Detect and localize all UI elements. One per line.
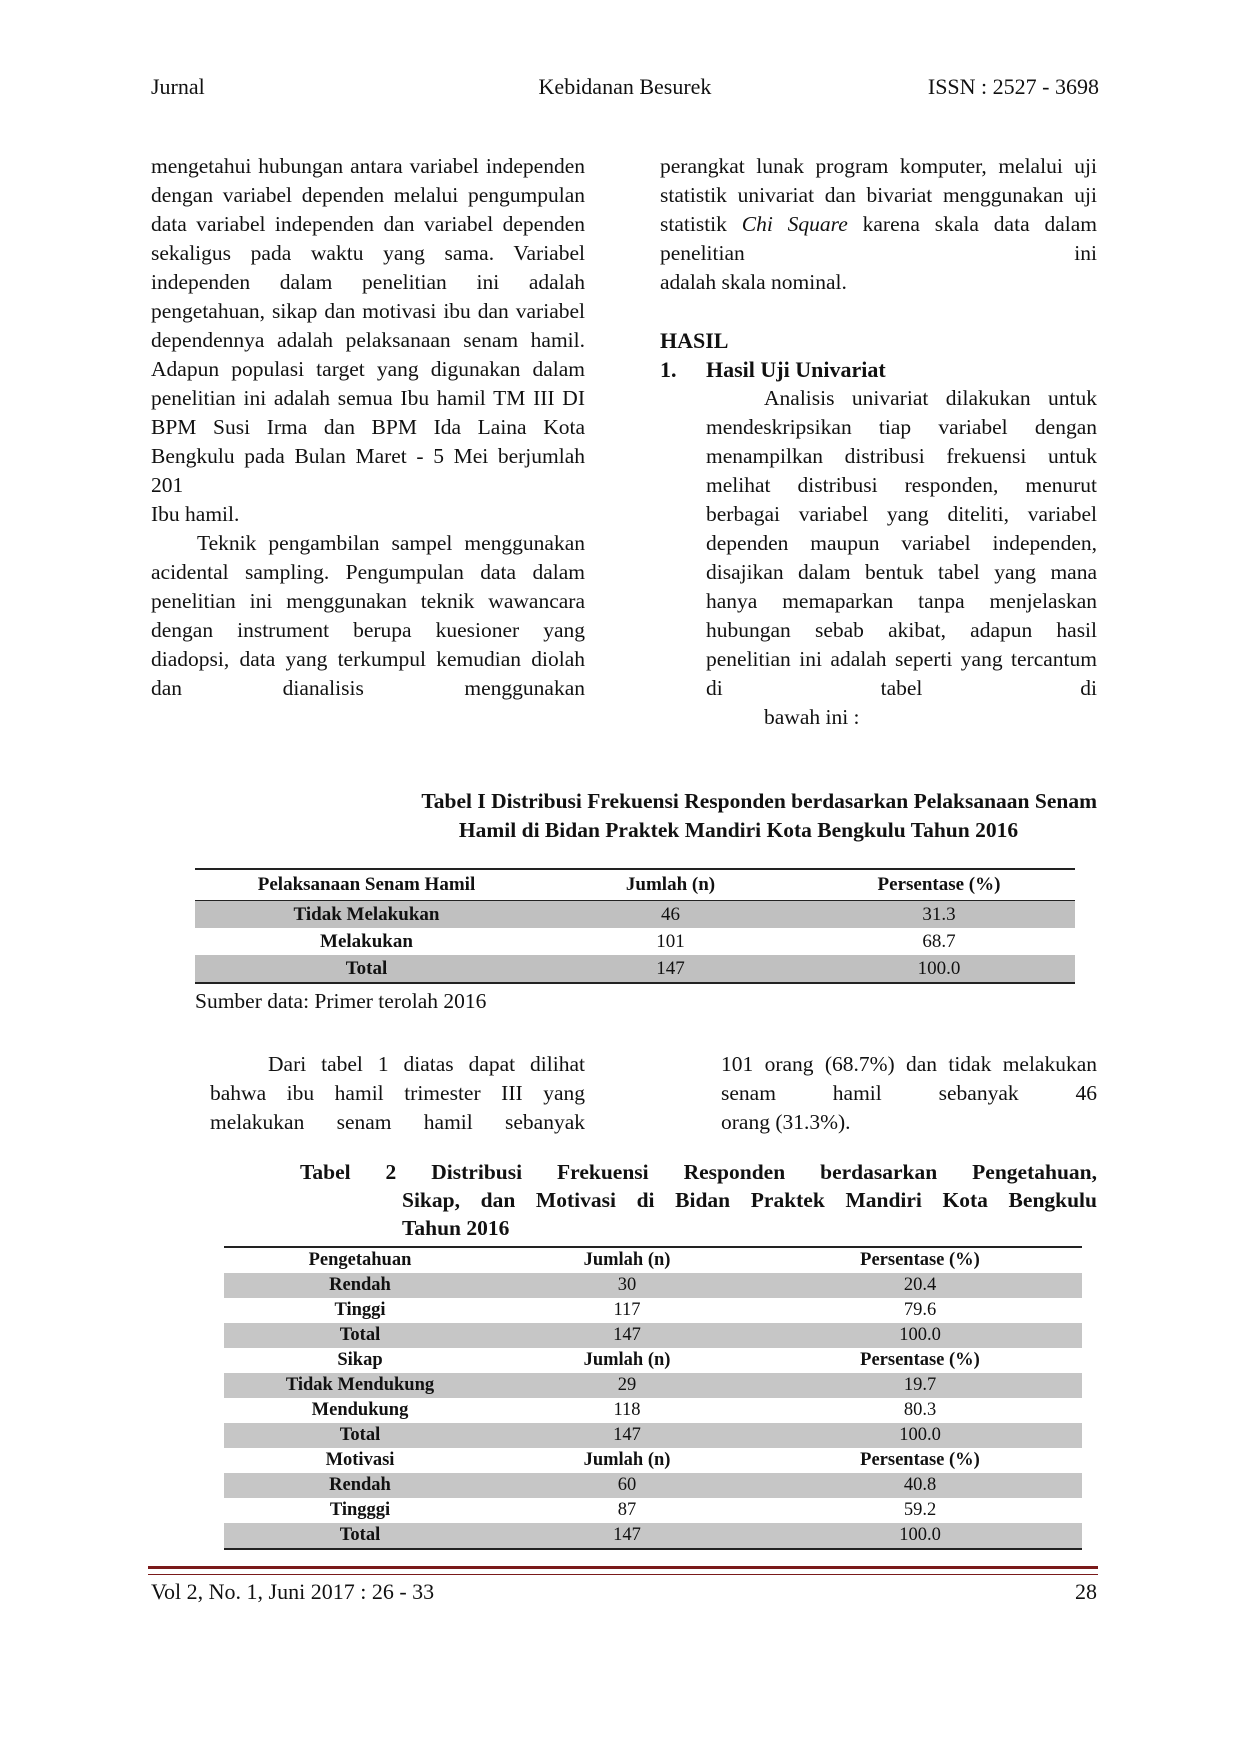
table-row bbox=[224, 1473, 1082, 1498]
table-row bbox=[195, 901, 1075, 929]
text-line: pengetahuan, sikap dan motivasi ibu dan bbox=[151, 299, 509, 323]
univariate-paragraph bbox=[706, 384, 1097, 732]
table-row bbox=[224, 1423, 1082, 1448]
row-label: Total bbox=[224, 1423, 496, 1448]
subsection-number: 1. bbox=[660, 357, 677, 382]
text-line: yang diteliti, variabel dependen bbox=[706, 502, 1097, 555]
row-label: Mendukung bbox=[311, 1400, 409, 1420]
footer-rule-thin bbox=[148, 1574, 1098, 1575]
text-line: seperti yang tercantum di tabel di bbox=[706, 647, 1098, 700]
column-header: Persentase (%) bbox=[860, 1250, 980, 1270]
table-cell: 118 bbox=[613, 1400, 641, 1420]
text-line: melalui uji statistik univariat dan bivariat bbox=[660, 154, 1097, 207]
text-line: Pengumpulan data dalam penelitian ini bbox=[151, 560, 585, 613]
table-cell: 100.0 bbox=[758, 1523, 1082, 1549]
row-label: Melakukan bbox=[320, 930, 413, 952]
table-row bbox=[224, 1323, 1082, 1348]
table-cell: 40.8 bbox=[758, 1473, 1082, 1498]
sampling-paragraph bbox=[151, 529, 585, 703]
subsection-heading bbox=[660, 355, 1097, 384]
row-label: Tidak Mendukung bbox=[224, 1373, 496, 1398]
table-cell: 80.3 bbox=[903, 1400, 937, 1420]
row-label: Total bbox=[224, 1323, 496, 1348]
text-line: melakukan senam hamil sebanyak bbox=[210, 1110, 585, 1134]
column-header: Jumlah (n) bbox=[538, 869, 803, 901]
table-cell: 31.3 bbox=[803, 901, 1075, 929]
table-row bbox=[224, 1523, 1082, 1549]
text-line: Analisis univariat dilakukan bbox=[764, 386, 1031, 410]
table-cell: 60 bbox=[496, 1473, 758, 1498]
table-row bbox=[224, 1498, 1082, 1523]
text-line: sekaligus pada waktu yang sama. Variabel bbox=[151, 241, 585, 265]
journal-label: Jurnal bbox=[151, 74, 205, 99]
text-line: independen dan variabel dependen bbox=[274, 212, 585, 236]
caption-line: Hamil di Bidan Praktek Mandiri Kota Bengkulu Tahun 2016 bbox=[458, 818, 1019, 842]
text-line: karena skala data dalam penelitian ini bbox=[660, 212, 1097, 265]
table1 bbox=[195, 868, 1075, 984]
section-heading: HASIL bbox=[660, 328, 729, 353]
mid-right-text bbox=[721, 1050, 1097, 1137]
right-column bbox=[660, 152, 1097, 732]
group-header: Pengetahuan bbox=[308, 1250, 412, 1270]
journal-name: Kebidanan Besurek bbox=[538, 74, 712, 99]
text-line: adapun hasil penelitian ini adalah bbox=[706, 618, 1098, 671]
text-line: bahwa ibu hamil trimester III yang bbox=[210, 1081, 585, 1105]
text-line: dengan menampilkan distribusi bbox=[706, 415, 1097, 468]
table-row bbox=[195, 928, 1075, 955]
table-cell: 46 bbox=[538, 901, 803, 929]
row-label: Total bbox=[224, 1523, 496, 1549]
row-label: Rendah bbox=[224, 1473, 496, 1498]
text-line: adalah skala nominal. bbox=[660, 270, 847, 294]
group-header-row bbox=[224, 1247, 1082, 1273]
table-header-row bbox=[195, 869, 1075, 901]
footer-rule bbox=[148, 1566, 1098, 1569]
row-label: Rendah bbox=[224, 1273, 496, 1298]
table-cell: 68.7 bbox=[922, 930, 956, 952]
table-cell: 101 bbox=[656, 930, 685, 952]
text-line: bawah ini : bbox=[764, 705, 860, 729]
left-column bbox=[151, 152, 585, 703]
result-paragraph-continued bbox=[721, 1050, 1097, 1137]
group-header-row bbox=[224, 1448, 1082, 1473]
chi-square-term: Chi Square bbox=[741, 212, 848, 236]
text-line: melakukan senam hamil sebanyak 46 bbox=[721, 1052, 1098, 1105]
text-line: maupun variabel independen, bbox=[810, 531, 1097, 555]
text-line: 101 orang (68.7%) dan tidak bbox=[721, 1052, 992, 1076]
text-line: mana hanya memaparkan tanpa bbox=[706, 560, 1097, 613]
group-header: Sikap bbox=[337, 1350, 383, 1370]
row-label: Tidak Melakukan bbox=[195, 901, 538, 929]
text-line: menggunakan teknik wawancara dengan bbox=[151, 589, 585, 642]
text-line: independen dengan variabel dependen bbox=[151, 154, 585, 207]
table-cell: 100.0 bbox=[758, 1323, 1082, 1348]
text-line: frekuensi untuk melihat distribusi bbox=[706, 444, 1097, 497]
table-cell: 147 bbox=[496, 1423, 758, 1448]
table-cell: 29 bbox=[496, 1373, 758, 1398]
caption-line: Tabel I Distribusi Frekuensi Responden berdasarkan Pelaksanaan Senam bbox=[421, 789, 1097, 813]
text-line: diadopsi, data yang terkumpul kemudian bbox=[151, 647, 521, 671]
column-header: Pelaksanaan Senam Hamil bbox=[195, 869, 538, 901]
column-header: Persentase (%) bbox=[860, 1450, 980, 1470]
text-line: Dari tabel 1 diatas dapat dilihat bbox=[268, 1052, 585, 1076]
issn: ISSN : 2527 - 3698 bbox=[927, 74, 1099, 99]
row-label: Tingggi bbox=[329, 1500, 391, 1520]
table-cell: 117 bbox=[613, 1300, 641, 1320]
text-line: semua Ibu hamil TM III DI BPM Susi bbox=[151, 386, 585, 439]
table2 bbox=[224, 1246, 1082, 1550]
text-line: pada Bulan Maret - 5 Mei berjumlah 201 bbox=[151, 444, 585, 497]
caption-line: Tabel 2 Distribusi Frekuensi Responden berdasarkan Pengetahuan, bbox=[300, 1160, 1097, 1184]
table-cell: 147 bbox=[496, 1523, 758, 1549]
subsection-title: Hasil Uji Univariat bbox=[706, 357, 886, 382]
table-cell: 87 bbox=[617, 1500, 637, 1520]
table-cell: 147 bbox=[538, 955, 803, 983]
table1-caption bbox=[300, 787, 1097, 845]
table-cell: 147 bbox=[496, 1323, 758, 1348]
column-header: Jumlah (n) bbox=[583, 1450, 671, 1470]
text-line: orang (31.3%). bbox=[721, 1110, 851, 1134]
text-line: diolah dan dianalisis menggunakan bbox=[151, 647, 585, 700]
column-header: Jumlah (n) bbox=[583, 1350, 671, 1370]
running-header bbox=[151, 74, 1099, 106]
running-footer bbox=[151, 1579, 1097, 1605]
table-cell: 20.4 bbox=[758, 1273, 1082, 1298]
table-row bbox=[224, 1298, 1082, 1323]
text-line: menggunakan uji statistik bbox=[660, 183, 1097, 236]
table-cell: 59.2 bbox=[903, 1500, 937, 1520]
table-cell: 79.6 bbox=[903, 1300, 937, 1320]
text-line: perangkat lunak program komputer, bbox=[660, 154, 987, 178]
result-paragraph bbox=[210, 1050, 585, 1137]
text-line: melalui pengumpulan data variabel bbox=[151, 183, 586, 236]
text-line: disajikan dalam bentuk tabel yang bbox=[706, 560, 1036, 584]
table-cell: 19.7 bbox=[758, 1373, 1082, 1398]
group-header-row bbox=[224, 1348, 1082, 1373]
table-cell: 100.0 bbox=[803, 955, 1075, 983]
row-label: Total bbox=[195, 955, 538, 983]
table2-caption bbox=[300, 1158, 1097, 1242]
table-cell: 100.0 bbox=[758, 1423, 1082, 1448]
text-line: responden, menurut berbagai variabel bbox=[706, 473, 1097, 526]
text-line: digunakan dalam penelitian ini adalah bbox=[151, 357, 585, 410]
table-row bbox=[195, 955, 1075, 983]
text-line: mengetahui hubungan antara variabel bbox=[151, 154, 479, 178]
column-header: Persentase (%) bbox=[803, 869, 1075, 901]
text-line: Ibu hamil. bbox=[151, 502, 240, 526]
volume-info: Vol 2, No. 1, Juni 2017 : 26 - 33 bbox=[151, 1579, 435, 1604]
text-line: variabel dependennya adalah pelaksanaan bbox=[151, 299, 586, 352]
caption-line: Sikap, dan Motivasi di Bidan Praktek Mandiri Kota Bengkulu bbox=[402, 1188, 1097, 1212]
method-paragraph bbox=[151, 152, 585, 529]
table-row bbox=[224, 1398, 1082, 1423]
text-line: untuk mendeskripsikan tiap variabel bbox=[706, 386, 1098, 439]
text-line: instrument berupa kuesioner yang bbox=[237, 618, 585, 642]
mid-left-text bbox=[210, 1050, 585, 1137]
group-header: Motivasi bbox=[325, 1450, 395, 1470]
column-header: Persentase (%) bbox=[860, 1350, 980, 1370]
text-line: senam hamil. Adapun populasi target yang bbox=[151, 328, 586, 381]
text-line: Irma dan BPM Ida Laina Kota Bengkulu bbox=[151, 415, 586, 468]
table-cell: 30 bbox=[496, 1273, 758, 1298]
table1-source: Sumber data: Primer terolah 2016 bbox=[195, 989, 487, 1013]
text-line: menggunakan acidental sampling. bbox=[151, 531, 585, 584]
text-line: Teknik pengambilan sampel bbox=[197, 531, 453, 555]
row-label: Tinggi bbox=[334, 1300, 386, 1320]
page-number: 28 bbox=[1075, 1579, 1097, 1604]
caption-line: Tahun 2016 bbox=[402, 1216, 510, 1240]
table-row bbox=[224, 1373, 1082, 1398]
text-line: menjelaskan hubungan sebab akibat, bbox=[706, 589, 1098, 642]
column-header: Jumlah (n) bbox=[583, 1250, 671, 1270]
table-row bbox=[224, 1273, 1082, 1298]
text-line: independen dalam penelitian ini adalah bbox=[151, 270, 585, 294]
analysis-paragraph bbox=[660, 152, 1097, 297]
